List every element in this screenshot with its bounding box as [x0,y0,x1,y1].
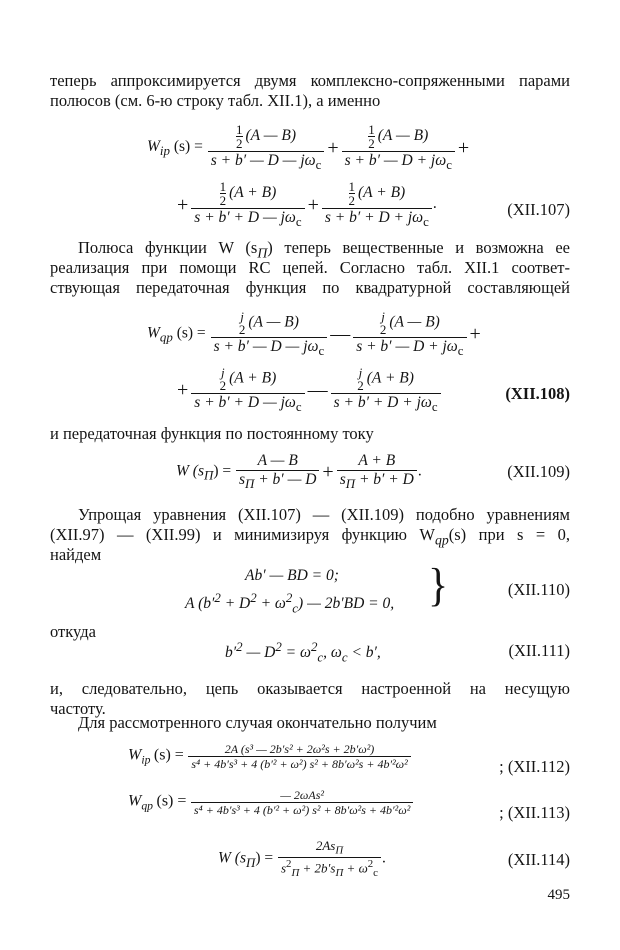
eq108-jhalf-1 [239,310,246,336]
equation-number-107: (XII.107) [507,200,570,219]
eq109-lhs-close: ) = [213,462,232,480]
eq110-d: ) — 2b′BD = 0, [298,595,395,613]
p2-start: Полюса функции W (s [78,238,258,257]
equation-110-row-1: Ab′ — BD = 0; [245,567,339,584]
eq107-lhs-sub: ip [159,143,170,159]
eq108-j-2: j [381,309,385,324]
text-line-2: полюсов (см. 6-ю строку табл. XII.1), а именно [50,91,381,110]
text-line-1: теперь аппроксимируется двумя комплексно-сопряженными парами [50,71,570,90]
eq108-jhalf-4 [357,366,364,392]
eq114-frac [278,839,381,879]
eq109-frac-1 [236,453,319,491]
eq107-half-3-den: 2 [219,193,227,208]
equation-111 [225,641,381,664]
eq108-two-4: 2 [357,378,364,393]
equation-113 [128,789,414,816]
eq107-t1-den: s + b′ — D — jω [210,152,316,169]
eq113-lhs-arg: (s) = [156,792,187,810]
eq107-half-2-num: 1 [368,122,375,137]
eq109-f1-den-b: + b′ — D [254,470,317,488]
eq108-two-2: 2 [379,322,387,337]
text-line-5: ствующая передаточная функция по квадратурной составляющей [50,278,570,297]
eq110-sup-2: 2 [250,590,257,605]
eq107-lhs: W [147,138,160,156]
eq109-f2-num: A + B [358,452,396,469]
eq113-num: — 2ωAs² [280,788,324,802]
eq108-t4-wsub: c [431,399,438,415]
eq112-lhs-sub: ip [141,753,151,767]
eq109-frac-2 [337,453,417,491]
right-brace: } [428,560,449,612]
eq110-csub: c [292,600,299,616]
eq108-t2-num: (A — B) [389,313,440,331]
eq107-t1-num: (A — B) [245,127,297,145]
eq112-num: 2A (s³ — 2b′s² + 2ω²s + 2b′ω²) [224,742,375,756]
eq113-den: s⁴ + 4b′s³ + 4 (b′² + ω²) s² + 8b′ω²s + 4b′²ω² [193,803,411,817]
eq114-num-a: 2As [315,838,336,853]
eq111-c: = ω [281,644,311,662]
eq107-t3-den: s + b′ + D — jω [194,209,296,226]
eq108-two-3: 2 [219,378,227,393]
page-number: 495 [547,887,570,903]
eq107-lhs-arg: (s) = [173,138,203,156]
equation-number-108: (XII.108) [505,384,570,403]
eq111-a: b′ [225,644,237,662]
eq114-num-sub: П [335,844,344,857]
eq107-half-4-den: 2 [348,193,356,208]
text-line-4: реализация при помощи RC цепей. Согласно табл. XII.1 соответ- [50,258,570,277]
eq108-t4-num: (A + B) [366,369,414,387]
eq114-lhs-close: ) = [255,849,274,867]
equation-108-row-1: $W_{qp}$ (s) = j 2 (A — B) s + b′ — D — $j\omega_c$ — j 2 (A — B) s + b′ — $D + j\omega_c$ + [147,309,481,359]
eq108-t2-den: s + b′ — D + jω [356,338,458,355]
eq107-half-3 [220,180,227,207]
eq114-den-sup: 2 [286,858,292,871]
eq111-e: < b′, [347,644,381,662]
eq111-b: — D [242,644,276,662]
eq111-d: , ω [323,644,342,662]
eq107-half-2 [368,123,375,150]
equation-number-109: (XII.109) [507,462,570,481]
eq111-csub-2: c [341,649,348,665]
eq114-den-c: + ω [343,860,368,876]
eq108-t3-den: s + b′ + D — jω [194,394,296,411]
eq108-lhs: W [147,324,160,342]
eq108-lhs-arg: (s) = [176,324,206,342]
text-line-10: откуда [50,622,96,641]
eq107-t2-wsub: c [446,157,452,173]
text-line-12: частоту. [50,699,106,718]
eq107-t2-den: s + b′ — D + jω [344,152,447,169]
eq111-sup-2: 2 [275,639,282,654]
text-line-13: Для рассмотренного случая окончательно получим [78,713,437,732]
eq107-half-4 [349,180,356,207]
eq108-term-4 [331,366,441,414]
eq108-t1-wsub: c [318,343,325,359]
eq113-lhs: W [128,792,142,810]
equation-number-112: ; (XII.112) [499,757,570,776]
eq108-t1-den: s + b′ — D — jω [213,338,319,355]
p4-wqp: (XII.97) — (XII.99) и минимизируя функцию W [50,525,436,544]
equation-number-110: (XII.110) [507,580,570,599]
p2-rest: ) теперь вещественные и возможна ее [267,238,570,257]
eq107-half-1 [236,123,243,150]
eq110-b: + D [220,595,251,613]
eq107-t3-wsub: c [295,214,302,230]
eq114-lhs: W (s [218,849,246,867]
eq107-half-4-num: 1 [348,179,356,194]
eq114-den-sub-2: П [335,867,344,880]
eq110-c: + ω [256,595,286,613]
eq107-t4-wsub: c [423,214,429,230]
eq108-term-1 [211,310,328,358]
eq109-f1-num: A — B [257,452,298,469]
equation-112 [128,743,412,770]
eq108-t3-num: (A + B) [229,369,277,387]
eq112-den: s⁴ + 4b′s³ + 4 (b′² + ω²) s² + 8b′ω²s + 4b′²ω² [191,757,408,771]
eq111-csub-1: c [317,649,324,665]
eq107-half-1-den: 2 [236,136,243,151]
eq107-t2-num: (A — B) [377,127,429,145]
eq108-j-3: j [221,365,225,380]
eq112-frac [188,743,410,770]
eq107-half-3-num: 1 [219,179,227,194]
eq107-term-4 [322,180,432,229]
eq114-den-csub: c [373,867,378,880]
p2-sub: П [257,245,268,261]
equation-108-row-2: + j 2 (A + B) s + b′ + D — $j\omega_c$ — j 2 (A + B) $s + b' + D + j\omega_c$ [175,366,442,414]
eq108-term-2 [353,310,466,358]
eq108-term-3 [191,366,304,414]
eq109-lhs: W (s [176,462,204,480]
eq108-j-4: j [358,365,363,380]
text-line-7: Упрощая уравнения (XII.107) — (XII.109) подобно уравнениям [78,505,570,524]
eq109-f2-den-a: s [339,470,346,488]
equation-107-row-2: + $\frac{1}{2}$ (A + B) s + b′ + D — $j\omega_c$ + $\frac{1}{2}$ (A + B) $s + b' + D + j\omega_c$ . [177,179,437,230]
eq111-sup-3: 2 [310,639,318,654]
eq108-t1-num: (A — B) [248,313,299,331]
eq113-lhs-sub: qp [141,799,153,813]
equation-109: W $(s_П)$ = $\frac{A — B}{s_П + b' — D}$ + $\frac{A + B}{s_П + b' + D}$ . [176,452,422,491]
eq109-f2-den-b: + b′ + D [355,470,414,488]
text-line-6: и передаточная функция по постоянному току [50,424,374,443]
eq108-t3-wsub: c [295,399,302,415]
eq109-f2-sub: П [345,475,356,491]
eq107-t4-den: s + b′ + D + jω [324,209,424,226]
eq108-jhalf-3 [220,366,227,392]
eq111-sup-1: 2 [236,639,243,654]
p4-qp-sub: qp [435,532,449,548]
eq107-term-2 [342,123,455,172]
eq114-den-csup: 2 [367,858,374,871]
equation-114: W $(s_П)$ = $\frac{2As_П}{s^2_П + 2b's_П + \omega^2_c}$ . [218,838,386,880]
eq107-term-1 [208,123,325,172]
eq107-t3-num: (A + B) [229,184,277,202]
eq107-t4-num: (A + B) [358,184,406,202]
text-line-9: найдем [50,545,102,564]
eq112-lhs: W [128,746,142,764]
eq113-frac [191,789,413,816]
eq108-jhalf-2 [380,310,387,336]
eq110-a: A (b′ [185,595,215,613]
eq108-lhs-sub: qp [159,329,173,345]
eq107-t1-wsub: c [315,157,322,173]
eq114-den-a: s [280,860,287,876]
equation-110-row-2 [185,592,394,615]
eq108-t4-den: s + b′ + D + jω [333,394,432,411]
p4-end: (s) при s = 0, [448,525,570,544]
equation-number-114: (XII.114) [507,850,570,869]
eq107-term-3 [191,180,304,229]
eq110-sup-3: 2 [285,590,293,605]
equation-107-row-1: $W_{ip}$ (s) = $\frac{1}{2}$ (A — B) s + b′ — D — $j\omega_c$ + $\frac{1}{2}$ (A — B) s + b′ — $D + j\omega_c$ + [147,122,470,173]
eq108-two-1: 2 [238,322,246,337]
eq114-den-b: + 2b′s [299,860,336,876]
eq108-t2-wsub: c [457,343,464,359]
eq109-f1-sub: П [245,475,255,491]
text-line-11: и, следовательно, цепь оказывается настроенной на несущую [50,679,570,698]
eq108-j-1: j [240,309,244,324]
equation-number-111: (XII.111) [508,641,570,660]
eq110-sup-1: 2 [214,590,221,605]
eq109-lhs-sub: П [203,467,214,483]
eq114-den-sub-1: П [291,867,300,880]
eq107-half-1-num: 1 [236,122,243,137]
eq109-f1-den-a: s [238,470,246,488]
eq107-half-2-den: 2 [368,136,375,151]
eq112-lhs-arg: (s) = [153,746,184,764]
eq114-lhs-sub: П [245,854,256,870]
equation-number-113: ; (XII.113) [499,803,570,822]
